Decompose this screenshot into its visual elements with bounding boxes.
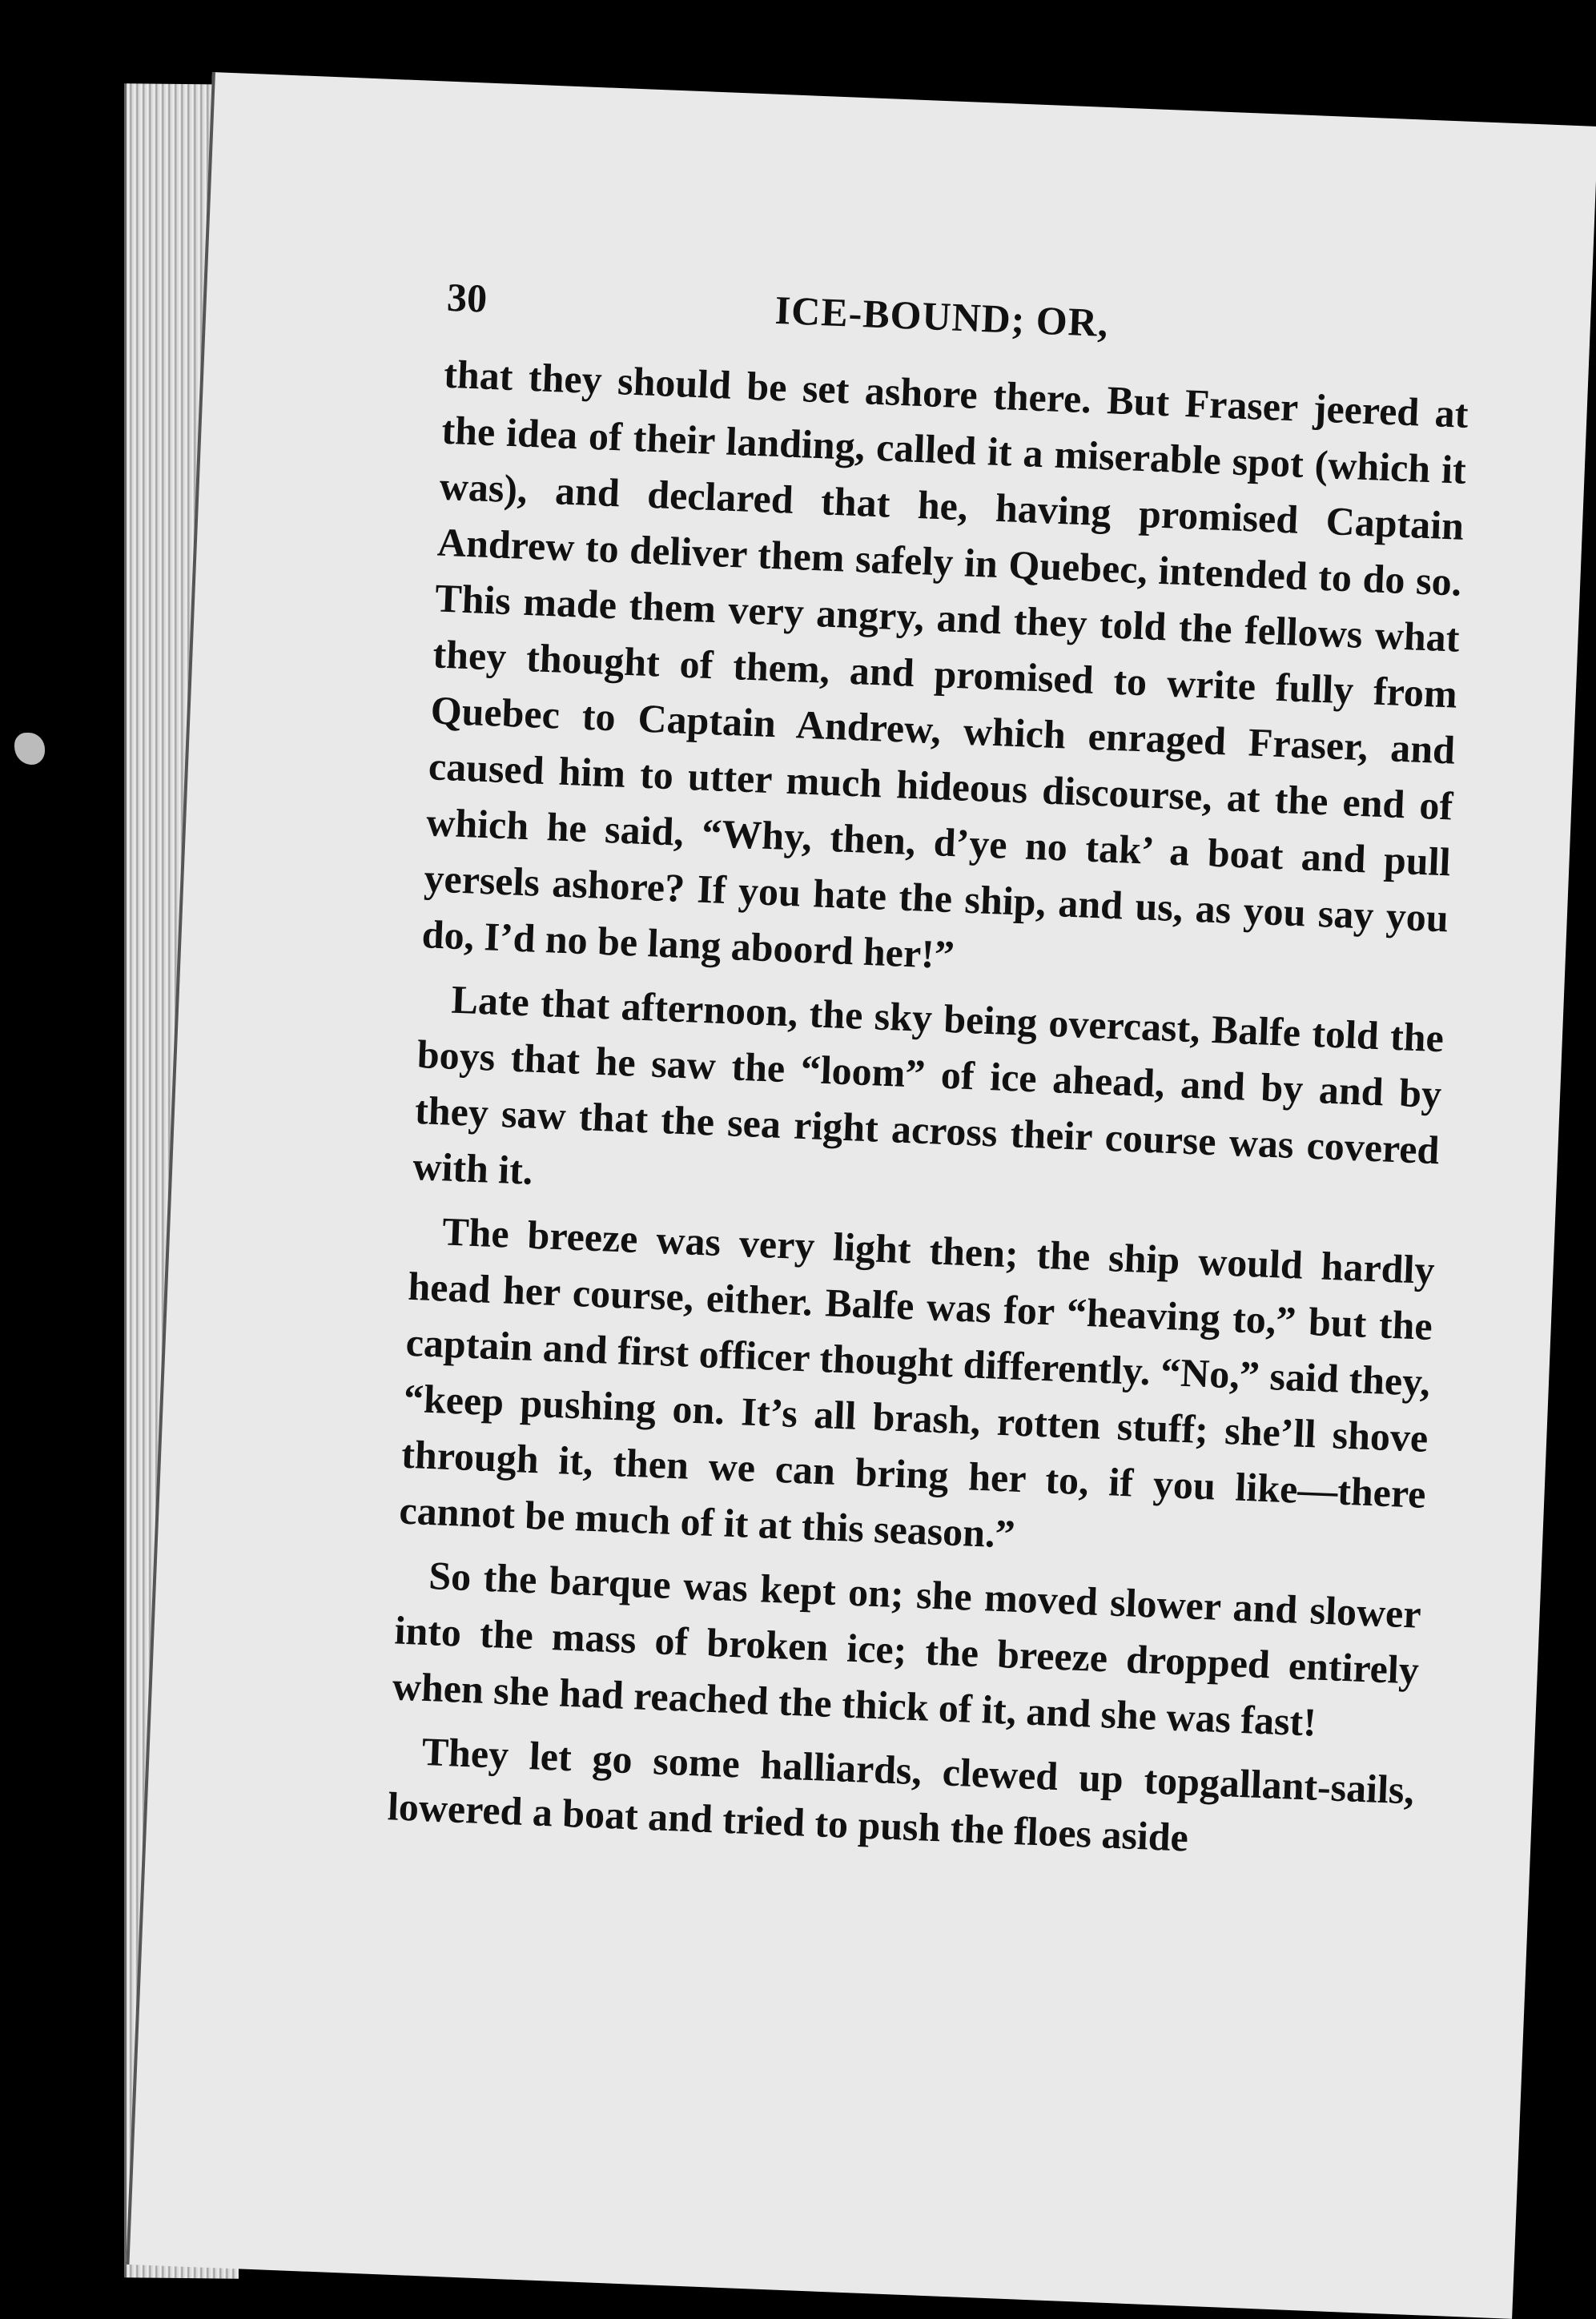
- paragraph: They let go some halliards, clewed up topgallant-sails, lowered a boat and tried to push the floes aside: [387, 1728, 1416, 1860]
- text-block: [387, 274, 1473, 1875]
- paragraph: that they should be set ashore there. But Fraser jeered at the idea of their landing, called it a miserable spot (which it was), and declared that he, having promised Captain Andrew to deliver them safely in Quebec, intended to do so. This made them very angry, and they told the fellows what they thought of them, and promised to write fully from Quebec to Captain Andrew, which enraged Fraser, and caused him to utter much hideous discourse, at the end of which he said, “Why, then, d’ye no tak’ a boat and pull yersels ashore? If you hate the ship, and us, as you say you do, I’d no be lang aboord her!”: [420, 351, 1469, 978]
- scan-blemish: [14, 733, 45, 765]
- paragraph: So the barque was kept on; she moved slower and slower into the mass of broken ice; the breeze dropped entirely when she had reached the thick of it, and she was fast!: [391, 1553, 1422, 1745]
- paragraph: The breeze was very light then; the ship would hardly head her course, either. Balfe was for “heaving to,” but the captain and first officer thought differently. “No,” said they, “keep pushing on. It’s all brash, rotten stuff; she’ll shove through it, then we can bring her to, if you like—there cannot be much of it at this season.”: [398, 1208, 1436, 1557]
- running-title: ICE-BOUND; OR,: [774, 287, 1110, 346]
- paragraph: Late that afternoon, the sky being overcast, Balfe told the boys that he saw the “loom” of ice ahead, and by and by they saw that the sea right across their course was covered with it.: [412, 976, 1445, 1193]
- book-page: [126, 72, 1596, 2319]
- page-number: 30: [446, 274, 488, 321]
